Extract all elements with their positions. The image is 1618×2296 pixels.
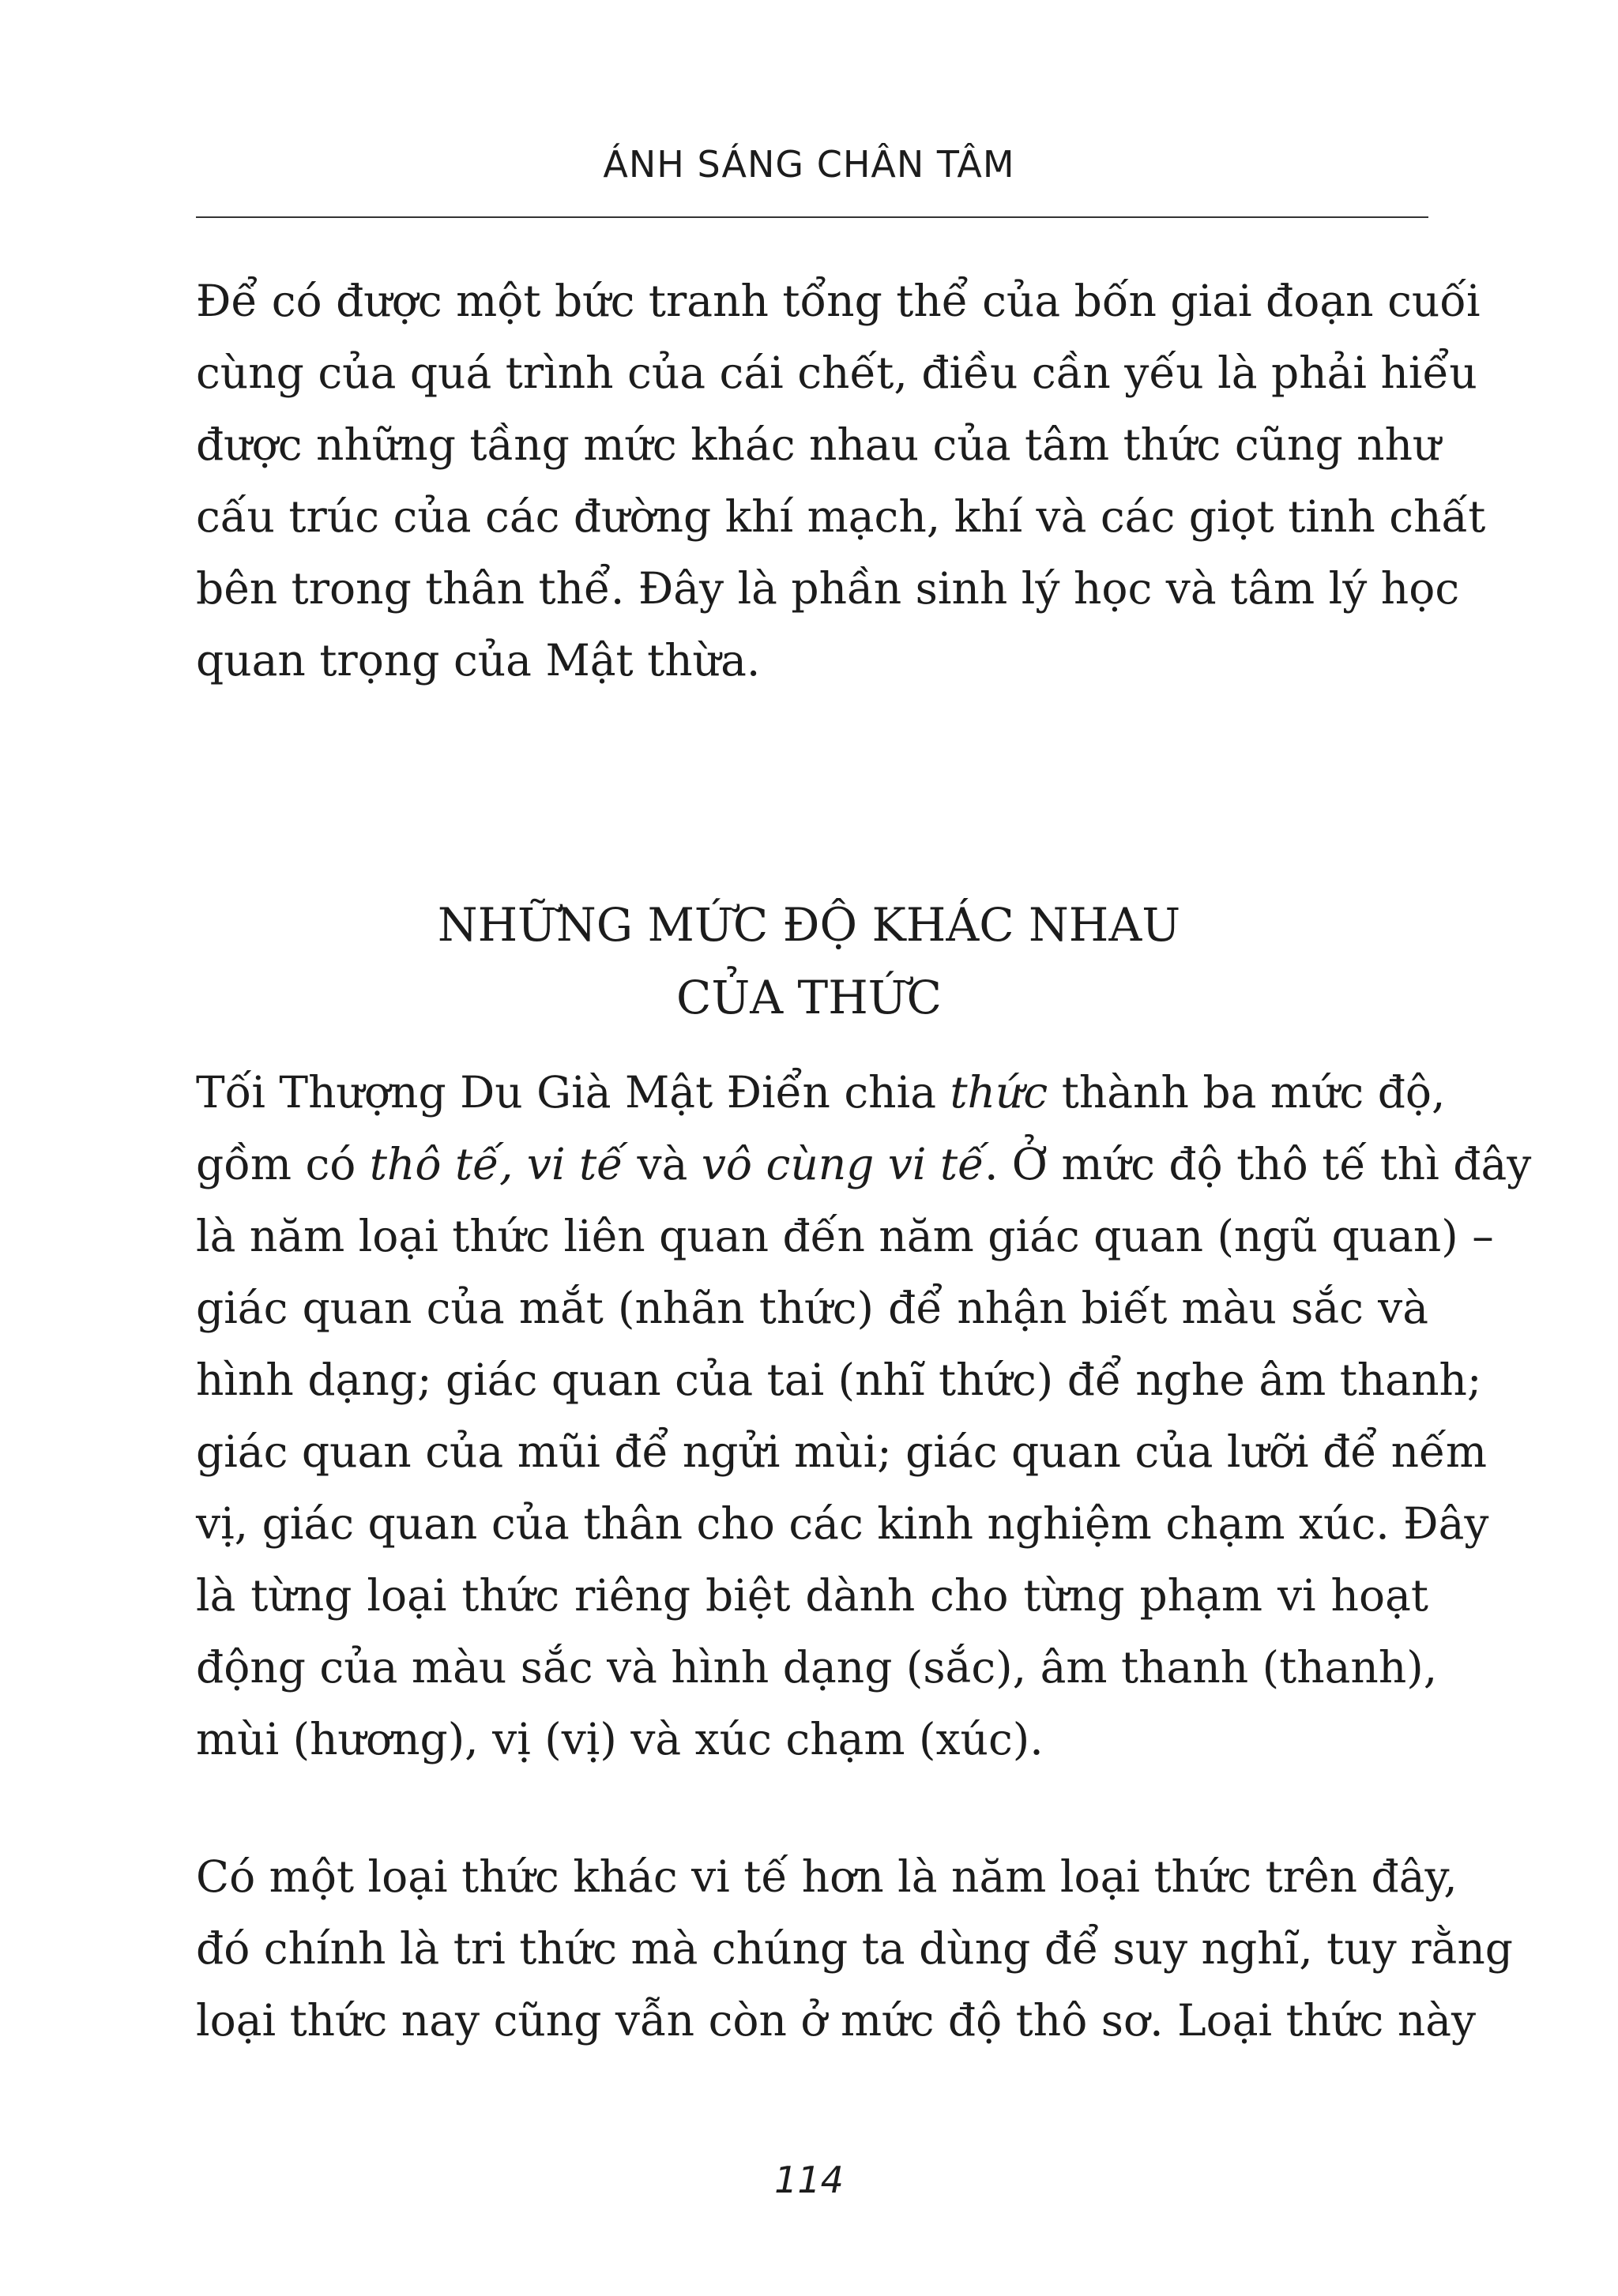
- text-line: được những tầng mức khác nhau của tâm thức cũng như: [196, 419, 1441, 470]
- section-heading: [0, 889, 1618, 1034]
- section-heading-line: NHỮNG MỨC ĐỘ KHÁC NHAU: [437, 898, 1181, 952]
- italic-term: thức: [950, 1067, 1048, 1118]
- text-line: loại thức nay cũng vẫn còn ở mức độ thô sơ. Loại thức này: [196, 1995, 1477, 2046]
- italic-term: thô tế, vi tế: [369, 1139, 624, 1189]
- page-number: 114: [774, 2159, 844, 2201]
- text-line: bên trong thân thể. Đây là phần sinh lý học và tâm lý học: [196, 563, 1460, 614]
- paragraph-levels: [196, 1057, 1532, 1776]
- text-line: giác quan của mũi để ngửi mùi; giác quan của lưỡi để nếm: [196, 1426, 1488, 1477]
- section-heading-line: CỦA THỨC: [675, 971, 943, 1024]
- text-line: Để có được một bức tranh tổng thể của bốn giai đoạn cuối: [196, 276, 1481, 326]
- text-run: Tối Thượng Du Già Mật Điển chia: [196, 1067, 950, 1118]
- text-line: [196, 1057, 1446, 1129]
- text-line: [196, 1129, 1532, 1201]
- text-run: và: [623, 1139, 702, 1189]
- text-line: giác quan của mắt (nhãn thức) để nhận biết màu sắc và: [196, 1283, 1428, 1333]
- paragraph-intro: [196, 265, 1486, 697]
- running-header: ÁNH SÁNG CHÂN TÂM: [603, 143, 1015, 186]
- text-line: mùi (hương), vị (vị) và xúc chạm (xúc).: [196, 1714, 1044, 1764]
- text-line: là năm loại thức liên quan đến năm giác quan (ngũ quan) –: [196, 1211, 1494, 1261]
- italic-term: vô cùng vi tế: [701, 1139, 984, 1189]
- text-line: hình dạng; giác quan của tai (nhĩ thức) để nghe âm thanh;: [196, 1355, 1482, 1405]
- text-line: cùng của quá trình của cái chết, điều cần yếu là phải hiểu: [196, 348, 1477, 398]
- header-divider: [196, 216, 1428, 218]
- text-line: vị, giác quan của thân cho các kinh nghiệm chạm xúc. Đây: [196, 1498, 1489, 1549]
- text-run: . Ở mức độ thô tế thì đây: [984, 1139, 1532, 1189]
- text-line: quan trọng của Mật thừa.: [196, 635, 761, 686]
- text-line: Có một loại thức khác vi tế hơn là năm loại thức trên đây,: [196, 1851, 1458, 1902]
- text-run: gồm có: [196, 1139, 370, 1189]
- text-line: cấu trúc của các đường khí mạch, khí và các giọt tinh chất: [196, 491, 1486, 542]
- paragraph-mental-consciousness: [196, 1841, 1513, 2057]
- text-run: thành ba mức độ,: [1048, 1067, 1446, 1118]
- text-line: đó chính là tri thức mà chúng ta dùng để suy nghĩ, tuy rằng: [196, 1923, 1513, 1974]
- text-line: động của màu sắc và hình dạng (sắc), âm thanh (thanh),: [196, 1642, 1438, 1693]
- text-line: là từng loại thức riêng biệt dành cho từng phạm vi hoạt: [196, 1570, 1428, 1621]
